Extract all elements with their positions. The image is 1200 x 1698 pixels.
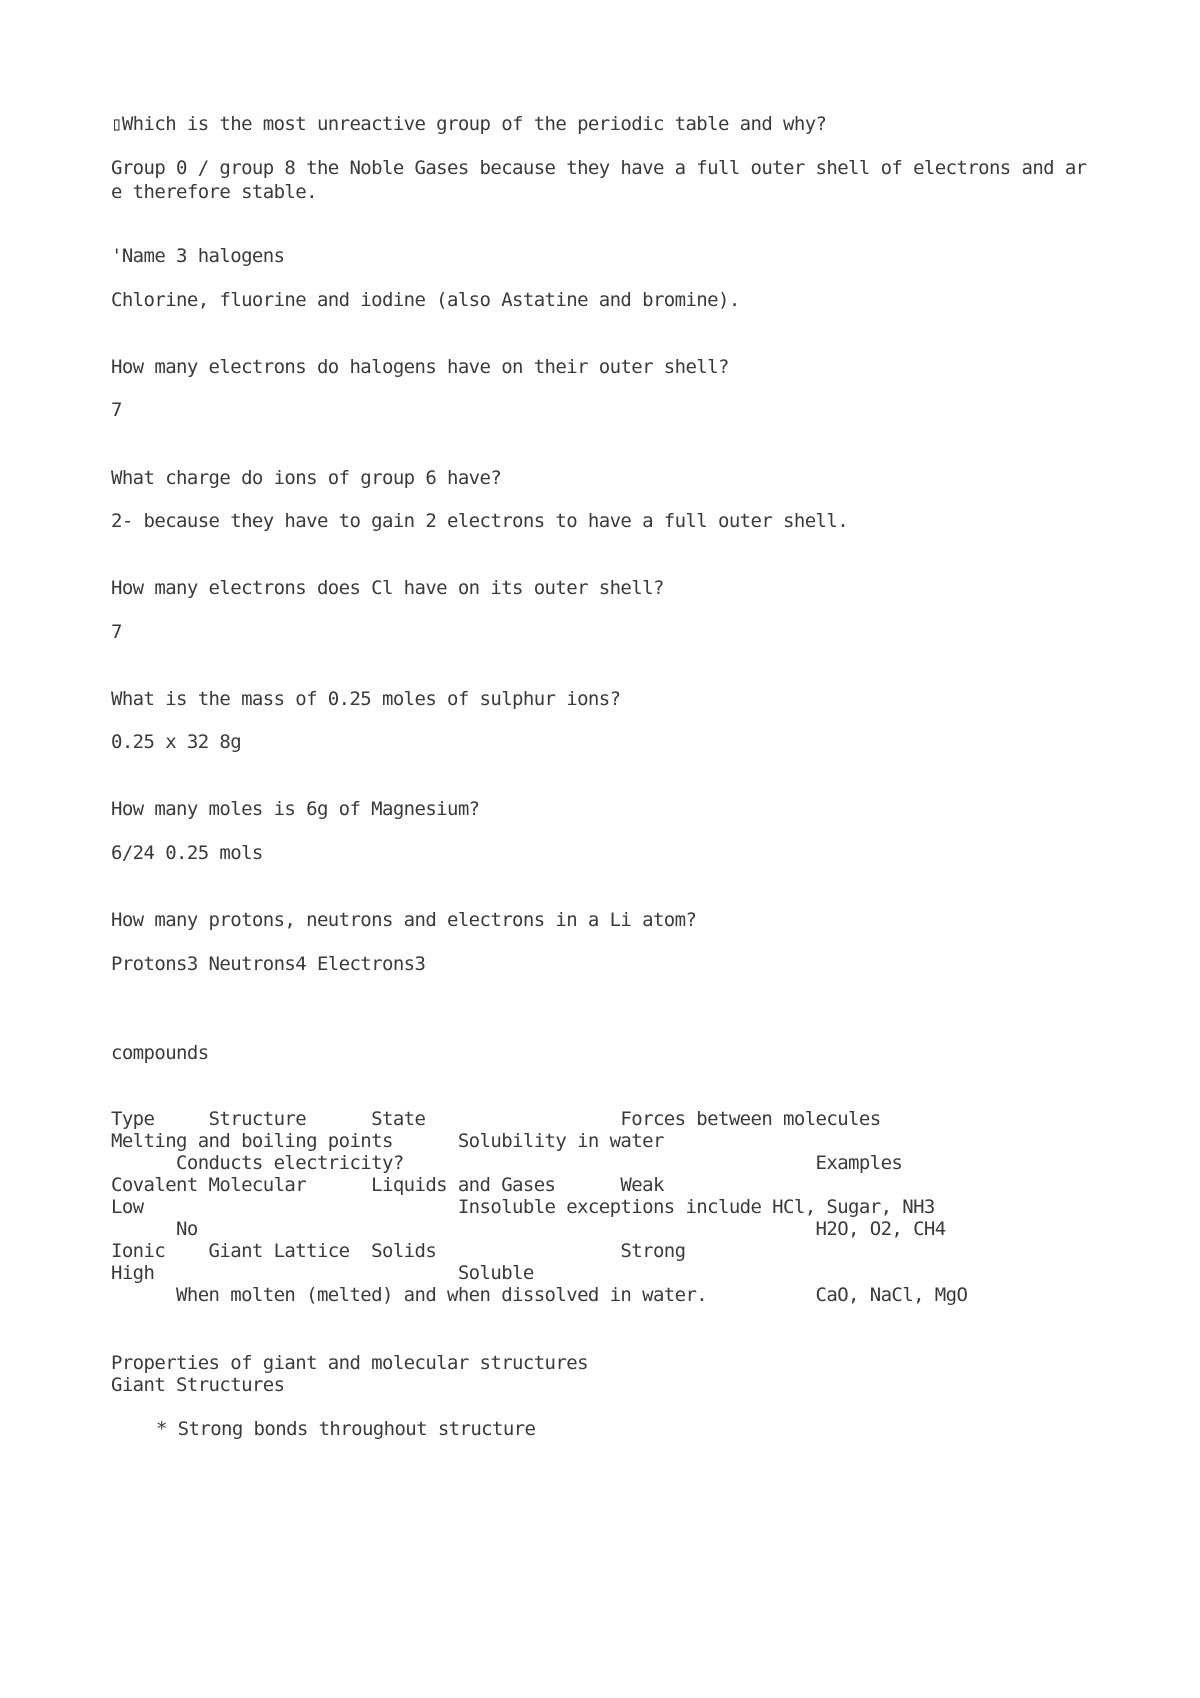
table-line: Melting and boiling points Solubility in water — [111, 1130, 664, 1152]
table-line: No H2O, O2, CH4 — [111, 1218, 946, 1240]
answer-7: 6/24 0.25 mols — [111, 842, 263, 864]
table-line: Conducts electricity? Examples — [111, 1152, 903, 1174]
answer-3: 7 — [111, 399, 122, 421]
answer-4: 2- because they have to gain 2 electrons to have a full outer shell. — [111, 510, 849, 532]
answer-1: Group 0 / group 8 the Noble Gases because they have a full outer shell of electrons and are therefore stable. — [111, 157, 1087, 203]
question-5: How many electrons does Cl have on its outer shell? — [111, 577, 664, 599]
properties-heading: Properties of giant and molecular structures — [111, 1352, 588, 1374]
answer-5: 7 — [111, 621, 122, 643]
table-line: Type Structure State Forces between molecules — [111, 1108, 881, 1130]
question-8: How many protons, neutrons and electrons in a Li atom? — [111, 909, 697, 931]
table-line: High Soluble — [111, 1262, 534, 1284]
table-line: Ionic Giant Lattice Solids Strong — [111, 1240, 686, 1262]
answer-8: Protons3 Neutrons4 Electrons3 — [111, 953, 426, 975]
question-6: What is the mass of 0.25 moles of sulphur ions? — [111, 688, 621, 710]
table-line: Covalent Molecular Liquids and Gases Weak — [111, 1174, 664, 1196]
question-1: ▯Which is the most unreactive group of the periodic table and why? — [111, 113, 827, 135]
question-3: How many electrons do halogens have on their outer shell? — [111, 356, 729, 378]
compounds-heading: compounds — [111, 1042, 209, 1064]
properties-bullet: * Strong bonds throughout structure — [156, 1418, 536, 1440]
properties-subheading: Giant Structures — [111, 1374, 285, 1396]
table-line: Low Insoluble exceptions include HCl, Sugar, NH3 — [111, 1196, 935, 1218]
question-2: 'Name 3 halogens — [111, 245, 285, 267]
table-line: When molten (melted) and when dissolved in water. CaO, NaCl, MgO — [111, 1284, 968, 1306]
answer-2: Chlorine, fluorine and iodine (also Astatine and bromine). — [111, 289, 740, 311]
question-7: How many moles is 6g of Magnesium? — [111, 798, 480, 820]
question-4: What charge do ions of group 6 have? — [111, 467, 502, 489]
answer-6: 0.25 x 32 8g — [111, 731, 242, 753]
